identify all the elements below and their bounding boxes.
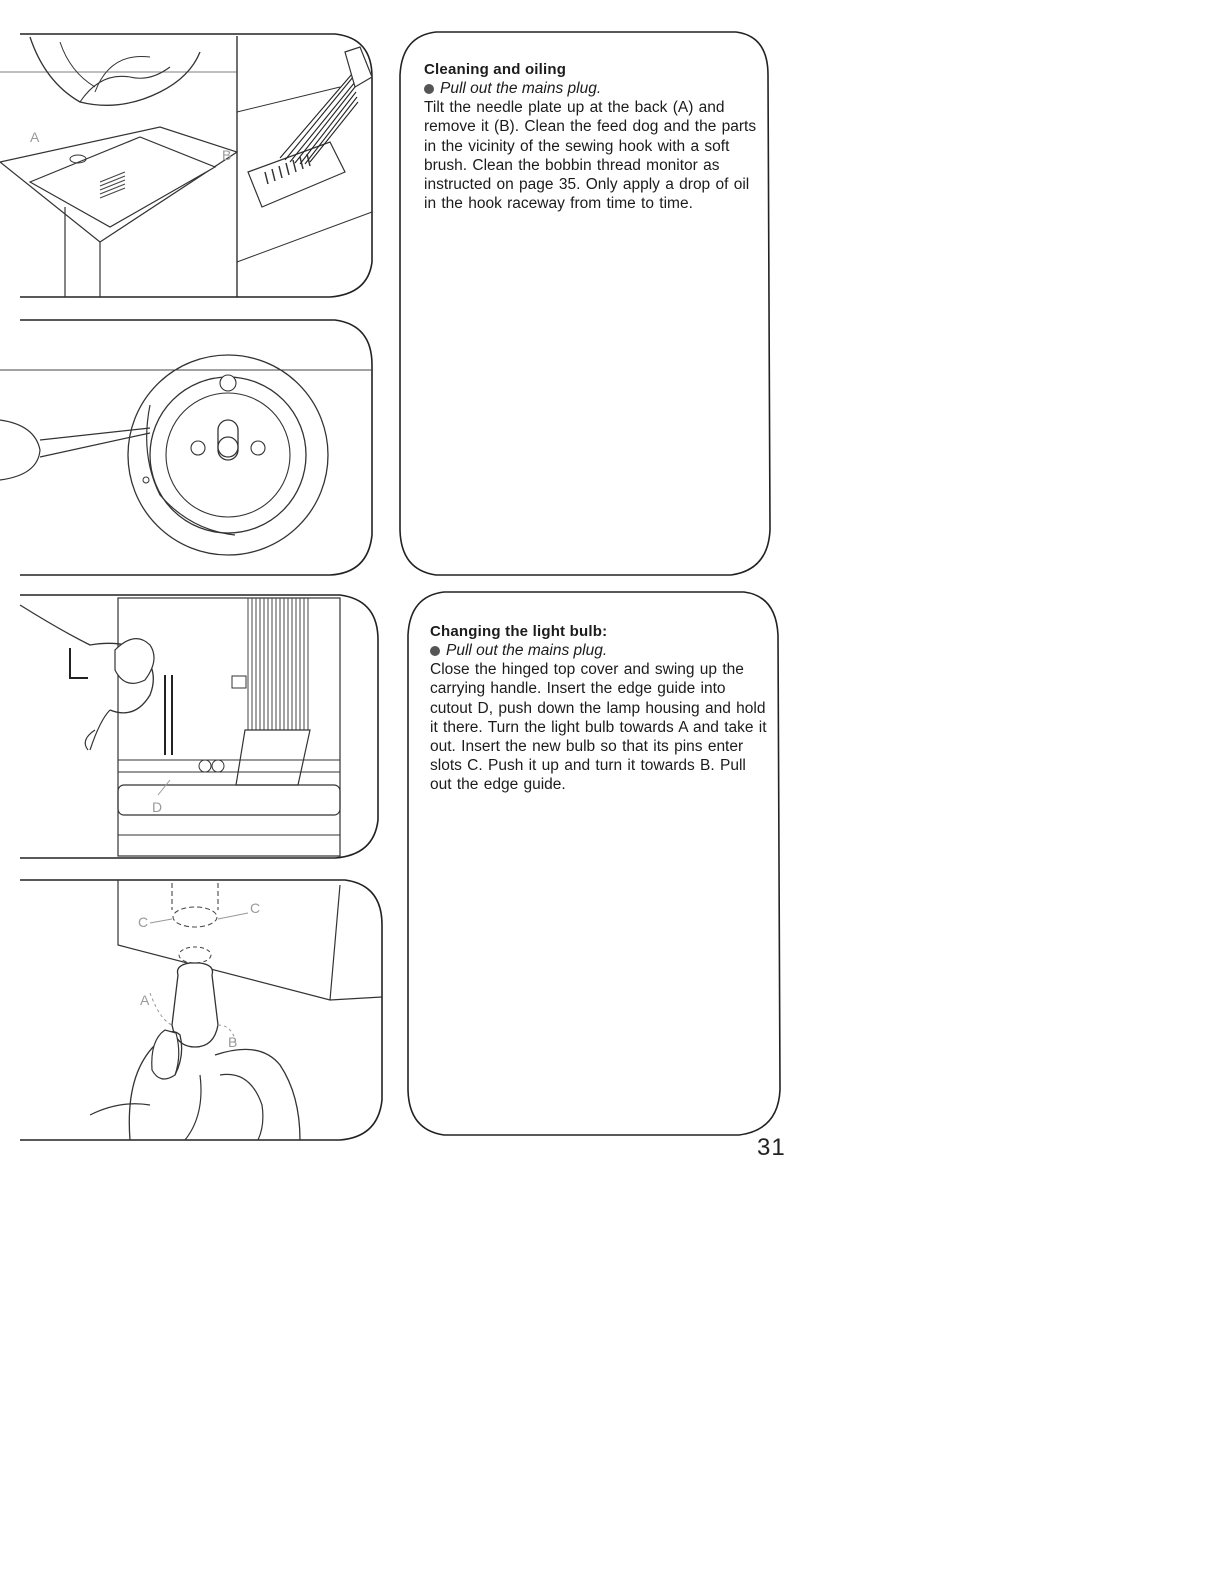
label-a: A [30,129,40,145]
bulb-warning-text: Pull out the mains plug. [446,642,608,659]
illustration-hook-oiling [0,315,380,580]
label-d: D [152,799,163,815]
cleaning-and-oiling-box [396,30,776,578]
changing-light-bulb-box [404,590,786,1138]
illustration-light-bulb-change [0,875,390,1145]
cleaning-instructions: Tilt the needle plate up at the back (A) and remove it (B). Clean the feed dog and the parts in the vicinity of the sewing hook with a soft brush. Clean the bobbin thread monitor as instructed on page 35. Only apply a drop of oil in the hook raceway from time to time. [424,99,757,213]
page-number: 31 [757,1134,786,1161]
cleaning-and-oiling-title: Cleaning and oiling [424,61,567,78]
cleaning-warning [424,79,759,98]
bulb-instructions: Close the hinged top cover and swing up the carrying handle. Insert the edge guide into cutout D, push down the lamp housing and hold it there. Turn the light bulb towards A and take it out. Insert the new bulb so that its pins enter slots C. Push it up and turn it towards B. Pull out the edge guide. [430,661,767,794]
label-b: B [222,147,232,163]
label-c-left: C [138,914,149,930]
label-c-right: C [250,900,261,916]
illustration-edge-guide-insert [0,590,385,865]
changing-light-bulb-title: Changing the light bulb: [430,623,608,640]
cleaning-warning-text: Pull out the mains plug. [440,80,602,97]
label-a: A [140,992,150,1008]
label-b: B [228,1034,238,1050]
warning-bullet-icon [424,84,434,94]
warning-bullet-icon [430,646,440,656]
illustration-needle-plate-removal [0,32,375,302]
bulb-warning [430,641,770,660]
